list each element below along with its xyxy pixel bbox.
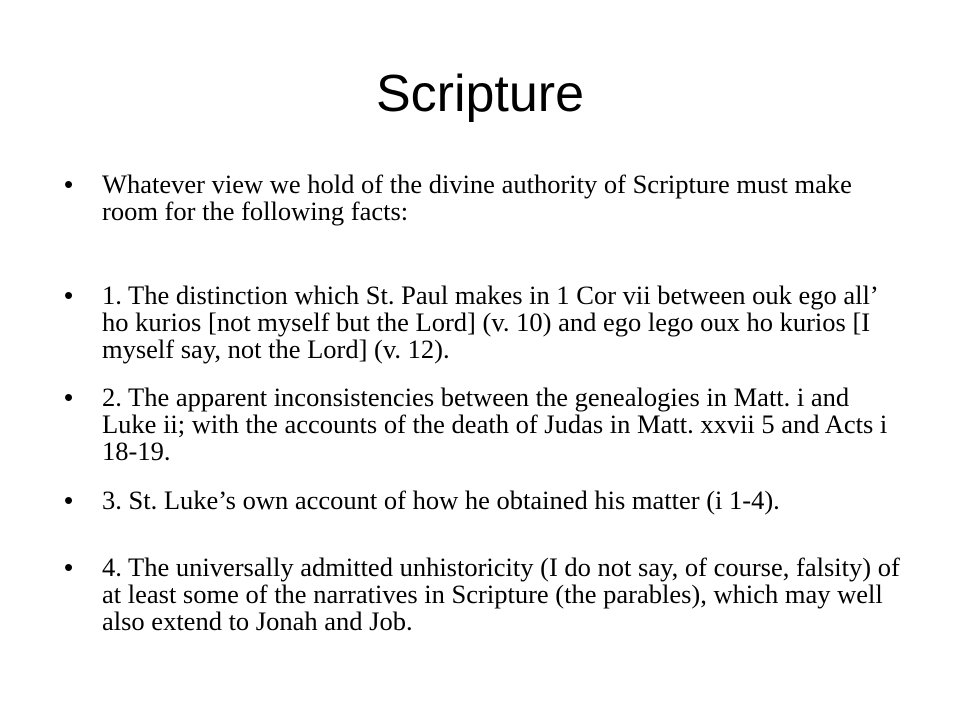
bullet-dot-icon: • (64, 280, 74, 310)
bullet-text: 1. The distinction which St. Paul makes in 1 Cor vii between ouk ego all’ ho kurios [not myself but the Lord] (v. 10) and ego lego oux ho kurios [I myself say, not the Lord] (v. 12). (102, 280, 877, 364)
bullet-dot-icon: • (64, 485, 74, 515)
bullet-item (64, 169, 902, 226)
bullet-text: Whatever view we hold of the divine authority of Scripture must make room for the following facts: (102, 169, 852, 226)
bullet-item (64, 382, 902, 466)
bullet-item (64, 280, 902, 364)
bullet-text: 4. The universally admitted unhistoricity (I do not say, of course, falsity) of at least some of the narratives in Scripture (the parables), which may well also extend to Jonah and Job. (102, 552, 900, 636)
bullet-text: 3. St. Luke’s own account of how he obtained his matter (i 1-4). (102, 485, 780, 515)
bullet-dot-icon: • (64, 169, 74, 199)
bullet-text: 2. The apparent inconsistencies between the genealogies in Matt. i and Luke ii; with the accounts of the death of Judas in Matt. xxvii 5 and Acts i 18-19. (102, 382, 888, 466)
bullet-item (64, 485, 902, 515)
slide-title: Scripture (375, 65, 585, 123)
bullet-dot-icon: • (64, 382, 74, 412)
bullet-item (64, 552, 902, 636)
bullet-dot-icon: • (64, 552, 74, 582)
